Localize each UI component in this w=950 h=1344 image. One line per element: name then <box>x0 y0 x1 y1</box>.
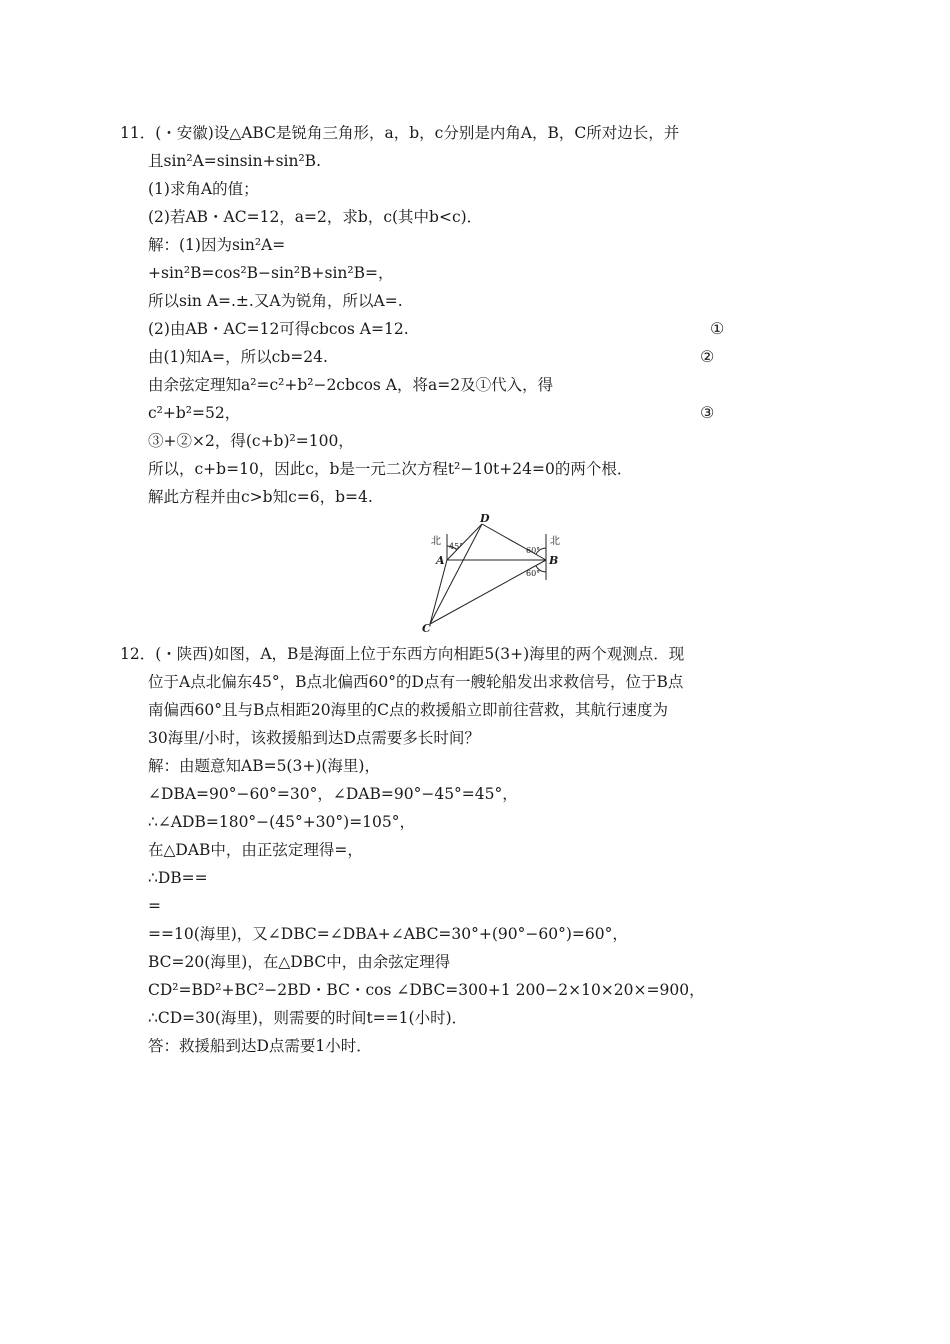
problem-11-part-2: (2)若AB・AC=12，a=2，求b，c(其中b<c)． <box>148 208 483 226</box>
solution-line: BC=20(海里)，在△DBC中，由余弦定理得 <box>148 953 451 971</box>
solution-line: 解：由题意知AB=5(3+)(海里)， <box>148 757 380 775</box>
north-label-right: 北 <box>550 536 560 547</box>
solution-line: CD²=BD²+BC²−2BD・BC・cos ∠DBC=300+1 200−2×10×20×=900， <box>148 981 705 999</box>
problem-12-statement: 位于A点北偏东45°，B点北偏西60°的D点有一艘轮船发出求救信号，位于B点 <box>148 673 684 691</box>
solution-line: = <box>148 897 161 915</box>
point-label-d: D <box>480 512 490 525</box>
geometry-diagram <box>420 512 580 637</box>
problem-11-statement: 11．(・安徽)设△ABC是锐角三角形，a，b，c分别是内角A，B，C所对边长，并 <box>120 124 680 142</box>
problem-12-statement: 南偏西60°且与B点相距20海里的C点的救援船立即前往营救，其航行速度为 <box>148 701 668 719</box>
solution-line: ∴∠ADB=180°−(45°+30°)=105°， <box>148 813 416 831</box>
solution-line: ==10(海里)，又∠DBC=∠DBA+∠ABC=30°+(90°−60°)=60°， <box>148 925 628 943</box>
solution-line: (2)由AB・AC=12可得cbcos A=12. <box>148 320 409 338</box>
solution-line: ∴DB== <box>148 869 208 887</box>
point-label-c: C <box>422 622 431 635</box>
problem-12-statement: 12．(・陕西)如图，A，B是海面上位于东西方向相距5(3+)海里的两个观测点．现 <box>120 645 685 663</box>
problem-11-part-1: (1)求角A的值； <box>148 180 259 198</box>
solution-line: 解：(1)因为sin²A= <box>148 236 286 254</box>
solution-line: +sin²B=cos²B−sin²B+sin²B=， <box>148 264 394 282</box>
north-label-left: 北 <box>431 536 441 547</box>
solution-line: 解此方程并由c>b知c=6，b=4. <box>148 488 373 506</box>
solution-line: 由(1)知A=，所以cb=24. <box>148 348 328 366</box>
solution-line: c²+b²=52， <box>148 404 241 422</box>
equation-mark-3: ③ <box>700 403 715 422</box>
equation-mark-1: ① <box>710 319 725 338</box>
solution-line: ∴CD=30(海里)，则需要的时间t==1(小时)． <box>148 1009 468 1027</box>
angle-label-b-bottom: 60° <box>526 569 541 578</box>
point-label-a: A <box>436 554 445 567</box>
solution-line: 在△DAB中，由正弦定理得=， <box>148 841 363 859</box>
solution-line: 所以sin A=.±.又A为锐角，所以A=. <box>148 292 403 310</box>
equation-mark-2: ② <box>700 347 715 366</box>
solution-line: 所以，c+b=10，因此c，b是一元二次方程t²−10t+24=0的两个根． <box>148 460 633 478</box>
answer-line: 答：救援船到达D点需要1小时． <box>148 1037 372 1055</box>
solution-line: ∠DBA=90°−60°=30°，∠DAB=90°−45°=45°， <box>148 785 518 803</box>
problem-11-condition: 且sin²A=sinsin+sin²B. <box>148 152 321 170</box>
segment-ac <box>430 560 447 624</box>
angle-label-a: 45° <box>449 542 464 551</box>
solution-line: 由余弦定理知a²=c²+b²−2cbcos A，将a=2及①代入，得 <box>148 376 554 394</box>
point-label-b: B <box>549 554 559 567</box>
solution-line: ③+②×2，得(c+b)²=100， <box>148 432 354 450</box>
problem-12-statement: 30海里/小时，该救援船到达D点需要多长时间？ <box>148 729 480 747</box>
angle-label-b-top: 60° <box>526 546 541 555</box>
